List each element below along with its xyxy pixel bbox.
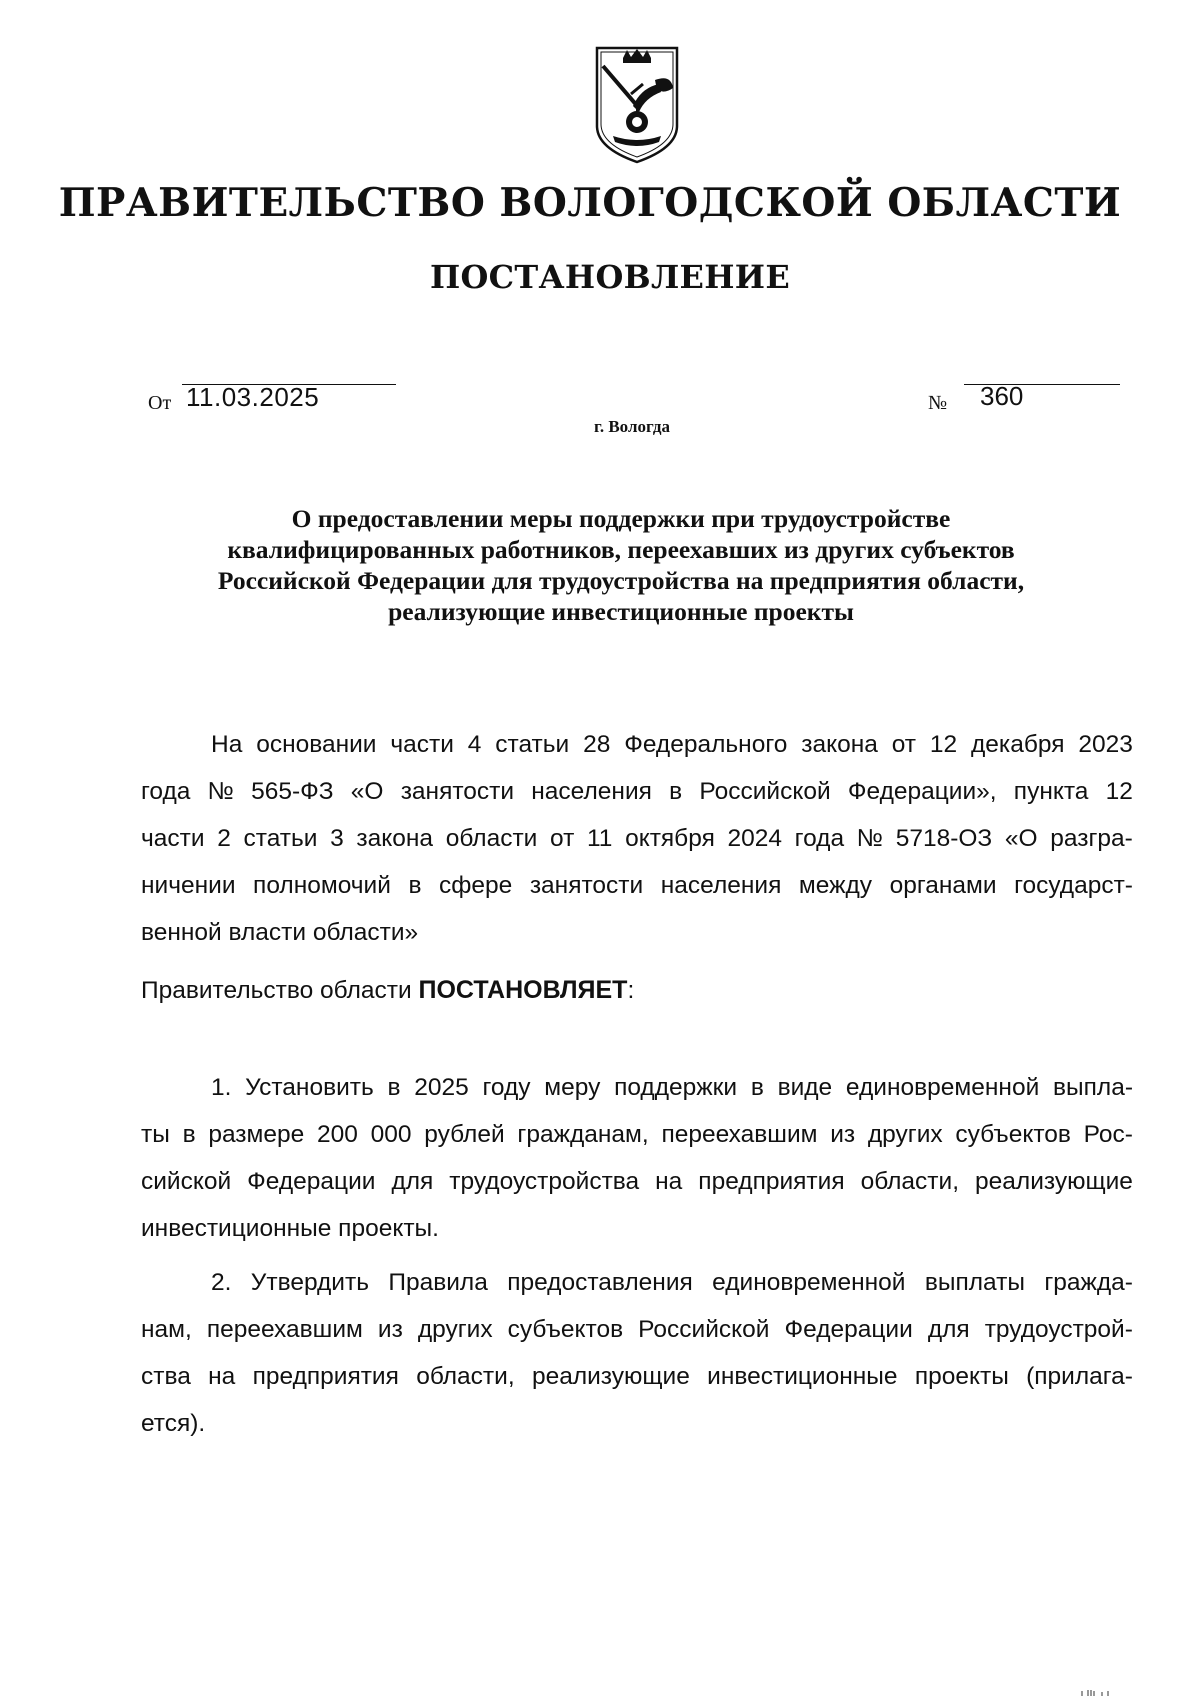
document-type: ПОСТАНОВЛЕНИЕ (429, 258, 791, 296)
paragraph-line: инвестиционные проекты. (141, 1215, 439, 1242)
word: Федерации (247, 1168, 376, 1195)
word: Установить (245, 1074, 374, 1101)
word: закона (356, 825, 434, 852)
word: выплаты (924, 1269, 1025, 1296)
paragraph-line (141, 1353, 1133, 1400)
paragraph-line (141, 1111, 1133, 1158)
word: выпла- (1053, 1074, 1133, 1101)
word: в (387, 1074, 401, 1101)
word: области, (416, 1363, 515, 1390)
word: сийской (141, 1168, 232, 1195)
word: ты (141, 1121, 170, 1148)
word: гражданам, (517, 1121, 649, 1148)
word: между (798, 872, 873, 899)
word: реализующие (975, 1168, 1133, 1195)
word: на (655, 1168, 683, 1195)
word: Утвердить (250, 1269, 369, 1296)
preamble-paragraph (141, 721, 1133, 956)
resolving-line (141, 976, 634, 1005)
paragraph-line (141, 815, 1133, 862)
word: № (207, 778, 234, 805)
word: предоставления (507, 1269, 693, 1296)
word: в (669, 778, 683, 805)
word: от (891, 731, 917, 758)
word: Российской (638, 1316, 770, 1343)
paragraph-line: ется). (141, 1410, 206, 1437)
word: основании (256, 731, 377, 758)
paragraph-line (141, 768, 1133, 815)
word: предприятия (698, 1168, 845, 1195)
word: октября (625, 825, 715, 852)
word: государст- (1014, 872, 1133, 899)
word: трудоустрой- (984, 1316, 1133, 1343)
word: года (141, 778, 191, 805)
word: Федерации (784, 1316, 913, 1343)
word: ничении (141, 872, 236, 899)
word: для (391, 1168, 434, 1195)
word: из (377, 1316, 403, 1343)
word: 4 (467, 731, 482, 758)
word: 11 (586, 825, 613, 852)
word: пункта (1013, 778, 1089, 805)
word: из (830, 1121, 856, 1148)
paragraph-line: венной власти области» (141, 919, 419, 946)
word: субъектов (955, 1121, 1071, 1148)
clause-1 (141, 1064, 1133, 1252)
word: переехавшим (206, 1316, 363, 1343)
word: сфере (439, 872, 513, 899)
word: 2025 (414, 1074, 469, 1101)
word: реализующие (531, 1363, 690, 1390)
word: года (794, 825, 845, 852)
date-label: От (148, 392, 172, 414)
word: ства (141, 1363, 191, 1390)
resolve-prefix: Правительство области (141, 977, 419, 1004)
word: занятости (529, 872, 644, 899)
word: в (408, 872, 422, 899)
paragraph-line (141, 1259, 1133, 1306)
word: 12 (1105, 778, 1133, 805)
word: Федерального (624, 731, 788, 758)
resolve-keyword: ПОСТАНОВЛЯЕТ (418, 976, 628, 1004)
word: 000 (370, 1121, 412, 1148)
paragraph-line (141, 721, 1133, 768)
word: единовременной (712, 1269, 906, 1296)
word: размере (208, 1121, 305, 1148)
word: 28 (583, 731, 611, 758)
word: рублей (424, 1121, 505, 1148)
word: статьи (243, 825, 318, 852)
word: Рос- (1083, 1121, 1133, 1148)
coat-of-arms-icon (593, 44, 681, 166)
word: закона (801, 731, 878, 758)
word: 3 (330, 825, 344, 852)
word: других (867, 1121, 943, 1148)
word: На (211, 731, 243, 758)
word: от (550, 825, 575, 852)
paragraph-line (141, 1306, 1133, 1353)
word: меру (544, 1074, 601, 1101)
word: проекты (914, 1363, 1009, 1390)
title-line: квалифицированных работников, переехавших из других субъектов (227, 535, 1015, 564)
word: 1. (211, 1074, 232, 1101)
word: «О (350, 778, 384, 805)
word: нам, (141, 1316, 192, 1343)
word: разгра- (1050, 825, 1133, 852)
word: населения (531, 778, 652, 805)
title-line: О предоставлении меры поддержки при трудоустройстве (291, 504, 951, 533)
word: субъектов (507, 1316, 624, 1343)
word: трудоустройства (449, 1168, 640, 1195)
paragraph-line (141, 1064, 1133, 1111)
word: декабря (971, 731, 1065, 758)
word: Российской (699, 778, 831, 805)
word: части (390, 731, 454, 758)
word: 200 (317, 1121, 358, 1148)
word: 12 (929, 731, 958, 758)
scan-artifact (1080, 1688, 1120, 1696)
word: части (141, 825, 205, 852)
number-label: № (928, 392, 948, 414)
clause-2 (141, 1259, 1133, 1447)
word: для (927, 1316, 970, 1343)
word: в (182, 1121, 196, 1148)
word: 2023 (1078, 731, 1133, 758)
word: переехавшим (661, 1121, 818, 1148)
word: 2 (217, 825, 231, 852)
word: 565-ФЗ (251, 778, 334, 805)
document-date: 11.03.2025 (186, 382, 320, 412)
word: гражда- (1044, 1269, 1133, 1296)
word: органами (889, 872, 997, 899)
title-line: реализующие инвестиционные проекты (388, 597, 854, 626)
word: Правила (388, 1269, 488, 1296)
word: № (856, 825, 884, 852)
word: занятости (400, 778, 515, 805)
word: области (445, 825, 538, 852)
city: г. Вологда (594, 417, 670, 436)
title-line: Российской Федерации для трудоустройства на предприятия области, (217, 566, 1025, 595)
paragraph-line (141, 1158, 1133, 1205)
word: поддержки (614, 1074, 738, 1101)
document-title (146, 503, 1096, 627)
word: статьи (495, 731, 570, 758)
word: единовременной (845, 1074, 1040, 1101)
document-number: 360 (980, 381, 1024, 411)
word: 5718-ОЗ (895, 825, 993, 852)
word: «О (1004, 825, 1038, 852)
word: населения (660, 872, 782, 899)
word: виде (777, 1074, 833, 1101)
word: предприятия (252, 1363, 399, 1390)
word: году (482, 1074, 531, 1101)
word: в (750, 1074, 764, 1101)
paragraph-line (141, 862, 1133, 909)
word: (прилага- (1026, 1363, 1133, 1390)
word: на (208, 1363, 236, 1390)
word: Федерации», (847, 778, 997, 805)
word: полномочий (253, 872, 391, 899)
word: 2024 (727, 825, 783, 852)
word: инвестиционные (707, 1363, 898, 1390)
organization-title: ПРАВИТЕЛЬСТВО ВОЛОГОДСКОЙ ОБЛАСТИ (58, 180, 1122, 226)
word: 2. (211, 1269, 232, 1296)
word: других (417, 1316, 493, 1343)
resolve-suffix: : (627, 977, 635, 1004)
word: области, (860, 1168, 960, 1195)
